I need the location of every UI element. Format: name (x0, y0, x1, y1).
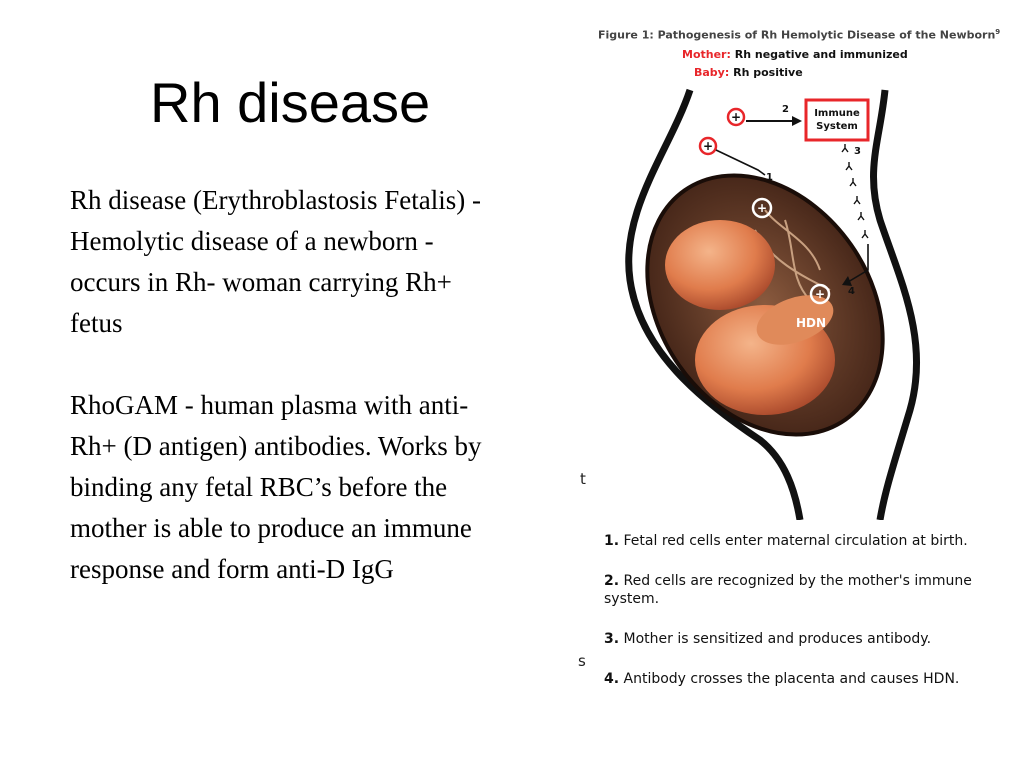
marker-4: 4 (848, 286, 855, 297)
step-text: Fetal red cells enter maternal circulation at birth. (623, 533, 968, 549)
mother-value: Rh negative and immunized (734, 48, 908, 61)
svg-text:+: + (756, 201, 768, 215)
baby-value: Rh positive (733, 66, 803, 79)
marker-3: 3 (854, 146, 861, 157)
svg-text:+: + (814, 287, 826, 301)
rh-positive-cell-icon (700, 138, 716, 154)
baby-label: Baby: (694, 66, 730, 79)
step-text: Mother is sensitized and produces antibody. (623, 631, 932, 647)
hdn-label: HDN (796, 316, 827, 330)
step-number: 2. (604, 573, 620, 589)
svg-text:+: + (702, 139, 714, 153)
slide-body (70, 180, 510, 631)
pathogenesis-figure (580, 20, 1010, 755)
marker-1: 1 (766, 172, 773, 183)
figure-caption-ref: 9 (995, 28, 1001, 36)
step-item (604, 630, 994, 648)
arrow-icon (746, 116, 802, 126)
definition-paragraph: Rh disease (Erythroblastosis Fetalis) - Hemolytic disease of a newborn - occurs in Rh- woman carrying Rh+ fetus (70, 185, 481, 338)
immune-system-line2: System (816, 121, 858, 132)
rhogam-paragraph: RhoGAM - human plasma with anti-Rh+ (D antigen) antibodies. Works by binding any fetal RBC’s before the mother is able to produce an immune response and form anti-D IgG (70, 390, 482, 584)
step-item (604, 572, 994, 608)
step-number: 3. (604, 631, 620, 647)
step-text: Red cells are recognized by the mother's immune system. (604, 573, 972, 607)
rh-positive-cell-icon (728, 109, 744, 125)
mother-label: Mother: (682, 48, 731, 61)
fetus-head (665, 220, 775, 310)
edge-glyph-t: t (580, 470, 586, 488)
pregnancy-illustration (580, 20, 1010, 520)
step-number: 4. (604, 671, 620, 687)
antibody-icon (842, 144, 868, 238)
slide-title: Rh disease (150, 71, 431, 134)
step-number: 1. (604, 533, 620, 549)
immune-system-line1: Immune (814, 108, 860, 119)
edge-glyph-s: s (578, 652, 586, 670)
arrow-icon (716, 150, 765, 175)
figure-caption-text: Figure 1: Pathogenesis of Rh Hemolytic Disease of the Newborn (598, 28, 996, 42)
marker-2: 2 (782, 104, 789, 115)
step-item (604, 670, 994, 688)
svg-text:+: + (730, 110, 742, 124)
step-item (604, 532, 994, 550)
step-text: Antibody crosses the placenta and causes HDN. (623, 671, 960, 687)
immune-system-box (806, 100, 868, 140)
steps-list (604, 532, 994, 710)
